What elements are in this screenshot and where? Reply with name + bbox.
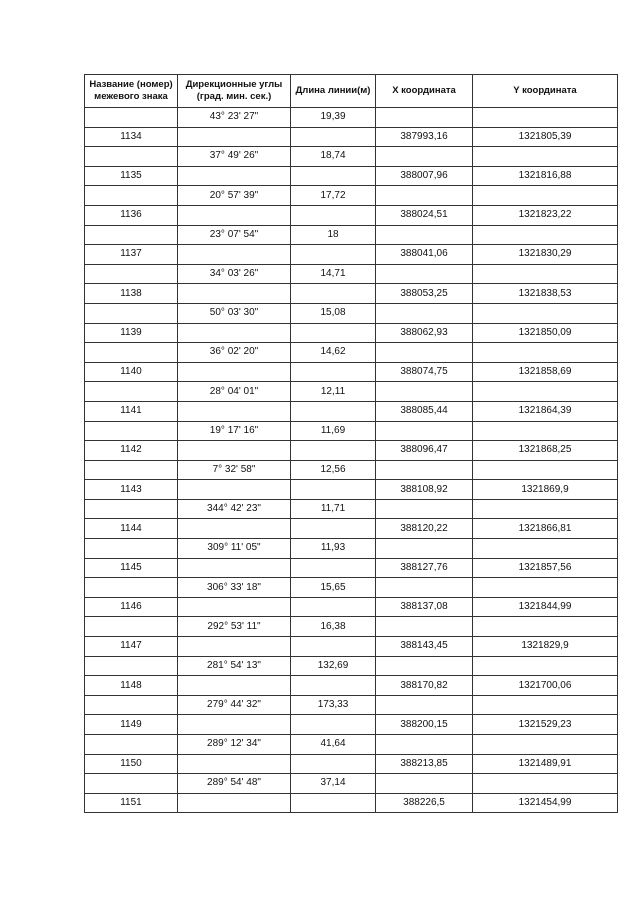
cell-name: 1143: [85, 480, 178, 500]
cell-angle: 279° 44' 32": [178, 695, 291, 715]
cell-y: 1321529,23: [473, 715, 618, 735]
cell-name: 1140: [85, 362, 178, 382]
cell-angle: [178, 793, 291, 813]
cell-length: 19,39: [291, 108, 376, 128]
cell-x: [376, 539, 473, 559]
cell-angle: [178, 715, 291, 735]
cell-angle: [178, 127, 291, 147]
cell-x: [376, 460, 473, 480]
cell-y: [473, 460, 618, 480]
cell-angle: 28° 04' 01": [178, 382, 291, 402]
cell-name: [85, 539, 178, 559]
cell-length: 132,69: [291, 656, 376, 676]
cell-angle: 23° 07' 54": [178, 225, 291, 245]
mark-row: [85, 127, 618, 147]
cell-y: [473, 539, 618, 559]
mark-row: [85, 637, 618, 657]
cell-angle: [178, 323, 291, 343]
cell-x: [376, 656, 473, 676]
segment-row: [85, 539, 618, 559]
segment-row: [85, 382, 618, 402]
cell-y: 1321838,53: [473, 284, 618, 304]
cell-length: 15,08: [291, 303, 376, 323]
cell-name: [85, 421, 178, 441]
cell-y: [473, 186, 618, 206]
cell-angle: 292° 53' 11": [178, 617, 291, 637]
cell-name: [85, 108, 178, 128]
cell-name: 1151: [85, 793, 178, 813]
cell-x: [376, 264, 473, 284]
mark-row: [85, 362, 618, 382]
cell-length: [291, 754, 376, 774]
cell-length: 14,62: [291, 343, 376, 363]
cell-name: 1135: [85, 166, 178, 186]
segment-row: [85, 343, 618, 363]
cell-angle: 289° 12' 34": [178, 735, 291, 755]
cell-name: 1145: [85, 558, 178, 578]
cell-x: [376, 303, 473, 323]
cell-x: [376, 774, 473, 794]
cell-angle: [178, 205, 291, 225]
cell-length: [291, 597, 376, 617]
table-body: [85, 108, 618, 813]
mark-row: [85, 519, 618, 539]
cell-angle: 19° 17' 16": [178, 421, 291, 441]
cell-angle: [178, 676, 291, 696]
cell-y: [473, 343, 618, 363]
cell-angle: [178, 284, 291, 304]
cell-y: [473, 656, 618, 676]
cell-length: 15,65: [291, 578, 376, 598]
cell-y: [473, 264, 618, 284]
cell-length: [291, 637, 376, 657]
cell-x: 388041,06: [376, 245, 473, 265]
cell-length: [291, 480, 376, 500]
cell-length: [291, 441, 376, 461]
cell-y: 1321823,22: [473, 205, 618, 225]
cell-angle: 36° 02' 20": [178, 343, 291, 363]
cell-name: 1150: [85, 754, 178, 774]
cell-name: [85, 499, 178, 519]
cell-name: [85, 460, 178, 480]
cell-x: [376, 147, 473, 167]
header-row: [85, 75, 618, 108]
cell-x: 388074,75: [376, 362, 473, 382]
cell-name: [85, 695, 178, 715]
cell-x: 388024,51: [376, 205, 473, 225]
cell-y: [473, 382, 618, 402]
cell-angle: 306° 33' 18": [178, 578, 291, 598]
mark-row: [85, 166, 618, 186]
cell-y: [473, 695, 618, 715]
cell-x: [376, 225, 473, 245]
cell-x: [376, 108, 473, 128]
cell-length: [291, 323, 376, 343]
cell-name: [85, 617, 178, 637]
cell-length: [291, 715, 376, 735]
cell-y: 1321844,99: [473, 597, 618, 617]
cell-length: [291, 401, 376, 421]
cell-name: [85, 186, 178, 206]
cell-angle: 281° 54' 13": [178, 656, 291, 676]
segment-row: [85, 421, 618, 441]
cell-angle: 309° 11' 05": [178, 539, 291, 559]
cell-length: 11,69: [291, 421, 376, 441]
cell-length: 18,74: [291, 147, 376, 167]
cell-y: 1321489,91: [473, 754, 618, 774]
cell-x: [376, 695, 473, 715]
segment-row: [85, 499, 618, 519]
cell-name: [85, 774, 178, 794]
cell-y: 1321829,9: [473, 637, 618, 657]
cell-name: [85, 578, 178, 598]
boundary-marks-table: [84, 74, 618, 813]
cell-y: [473, 499, 618, 519]
cell-y: 1321830,29: [473, 245, 618, 265]
cell-length: 12,56: [291, 460, 376, 480]
cell-x: 388200,15: [376, 715, 473, 735]
cell-angle: [178, 441, 291, 461]
cell-angle: 344° 42' 23": [178, 499, 291, 519]
segment-row: [85, 225, 618, 245]
cell-y: 1321700,06: [473, 676, 618, 696]
cell-angle: 20° 57' 39": [178, 186, 291, 206]
cell-y: 1321805,39: [473, 127, 618, 147]
header-length: Длина линии(м): [291, 75, 376, 108]
cell-x: 388143,45: [376, 637, 473, 657]
cell-length: [291, 245, 376, 265]
cell-name: 1142: [85, 441, 178, 461]
cell-y: 1321850,09: [473, 323, 618, 343]
cell-x: 388170,82: [376, 676, 473, 696]
cell-name: [85, 656, 178, 676]
cell-name: 1147: [85, 637, 178, 657]
cell-name: 1148: [85, 676, 178, 696]
cell-y: [473, 421, 618, 441]
cell-length: [291, 519, 376, 539]
cell-x: 388120,22: [376, 519, 473, 539]
cell-x: 388096,47: [376, 441, 473, 461]
segment-row: [85, 460, 618, 480]
cell-x: 388007,96: [376, 166, 473, 186]
cell-length: 173,33: [291, 695, 376, 715]
cell-angle: [178, 362, 291, 382]
cell-length: [291, 362, 376, 382]
segment-row: [85, 735, 618, 755]
header-y: Y координата: [473, 75, 618, 108]
cell-angle: 289° 54' 48": [178, 774, 291, 794]
cell-length: [291, 558, 376, 578]
segment-row: [85, 108, 618, 128]
cell-y: 1321857,56: [473, 558, 618, 578]
cell-y: [473, 735, 618, 755]
cell-name: [85, 343, 178, 363]
cell-length: [291, 127, 376, 147]
cell-angle: [178, 245, 291, 265]
cell-y: [473, 617, 618, 637]
cell-x: 388108,92: [376, 480, 473, 500]
mark-row: [85, 715, 618, 735]
header-name: Название (номер) межевого знака: [85, 75, 178, 108]
cell-length: [291, 676, 376, 696]
cell-x: 388137,08: [376, 597, 473, 617]
cell-name: 1137: [85, 245, 178, 265]
cell-angle: [178, 480, 291, 500]
cell-y: 1321866,81: [473, 519, 618, 539]
cell-angle: 34° 03' 26": [178, 264, 291, 284]
cell-name: 1141: [85, 401, 178, 421]
segment-row: [85, 578, 618, 598]
cell-x: [376, 343, 473, 363]
cell-name: [85, 264, 178, 284]
header-x: X координата: [376, 75, 473, 108]
cell-x: 388226,5: [376, 793, 473, 813]
cell-angle: 7° 32' 58": [178, 460, 291, 480]
segment-row: [85, 186, 618, 206]
cell-length: 37,14: [291, 774, 376, 794]
mark-row: [85, 205, 618, 225]
cell-angle: 43° 23' 27": [178, 108, 291, 128]
cell-x: [376, 499, 473, 519]
cell-angle: [178, 166, 291, 186]
cell-angle: 50° 03' 30": [178, 303, 291, 323]
cell-x: [376, 186, 473, 206]
cell-name: 1139: [85, 323, 178, 343]
cell-y: 1321454,99: [473, 793, 618, 813]
segment-row: [85, 656, 618, 676]
cell-y: [473, 147, 618, 167]
segment-row: [85, 695, 618, 715]
segment-row: [85, 303, 618, 323]
cell-angle: [178, 401, 291, 421]
mark-row: [85, 793, 618, 813]
cell-y: 1321868,25: [473, 441, 618, 461]
cell-angle: [178, 558, 291, 578]
cell-angle: 37° 49' 26": [178, 147, 291, 167]
cell-length: 14,71: [291, 264, 376, 284]
mark-row: [85, 558, 618, 578]
cell-length: 12,11: [291, 382, 376, 402]
cell-name: [85, 225, 178, 245]
cell-length: 41,64: [291, 735, 376, 755]
segment-row: [85, 264, 618, 284]
cell-length: 17,72: [291, 186, 376, 206]
cell-length: 18: [291, 225, 376, 245]
cell-angle: [178, 637, 291, 657]
cell-x: 388127,76: [376, 558, 473, 578]
mark-row: [85, 676, 618, 696]
cell-x: [376, 421, 473, 441]
mark-row: [85, 245, 618, 265]
mark-row: [85, 597, 618, 617]
mark-row: [85, 441, 618, 461]
cell-angle: [178, 754, 291, 774]
cell-name: [85, 735, 178, 755]
cell-name: 1146: [85, 597, 178, 617]
cell-length: [291, 205, 376, 225]
cell-length: [291, 166, 376, 186]
cell-y: [473, 774, 618, 794]
cell-length: 16,38: [291, 617, 376, 637]
mark-row: [85, 284, 618, 304]
mark-row: [85, 754, 618, 774]
segment-row: [85, 147, 618, 167]
cell-y: [473, 578, 618, 598]
cell-y: 1321816,88: [473, 166, 618, 186]
cell-name: 1149: [85, 715, 178, 735]
cell-x: 388213,85: [376, 754, 473, 774]
mark-row: [85, 323, 618, 343]
cell-length: [291, 284, 376, 304]
cell-y: 1321858,69: [473, 362, 618, 382]
cell-name: 1136: [85, 205, 178, 225]
cell-x: 388053,25: [376, 284, 473, 304]
cell-length: [291, 793, 376, 813]
cell-angle: [178, 519, 291, 539]
cell-x: 388062,93: [376, 323, 473, 343]
mark-row: [85, 480, 618, 500]
cell-x: [376, 382, 473, 402]
cell-y: [473, 303, 618, 323]
cell-y: 1321864,39: [473, 401, 618, 421]
cell-x: 388085,44: [376, 401, 473, 421]
cell-x: [376, 578, 473, 598]
cell-name: [85, 382, 178, 402]
header-angle: Дирекционные углы (град. мин. сек.): [178, 75, 291, 108]
cell-name: 1144: [85, 519, 178, 539]
cell-length: 11,93: [291, 539, 376, 559]
cell-x: [376, 735, 473, 755]
cell-y: [473, 108, 618, 128]
cell-angle: [178, 597, 291, 617]
cell-y: 1321869,9: [473, 480, 618, 500]
cell-y: [473, 225, 618, 245]
cell-name: [85, 147, 178, 167]
cell-length: 11,71: [291, 499, 376, 519]
cell-name: 1134: [85, 127, 178, 147]
cell-x: [376, 617, 473, 637]
cell-name: 1138: [85, 284, 178, 304]
mark-row: [85, 401, 618, 421]
cell-x: 387993,16: [376, 127, 473, 147]
segment-row: [85, 774, 618, 794]
cell-name: [85, 303, 178, 323]
segment-row: [85, 617, 618, 637]
